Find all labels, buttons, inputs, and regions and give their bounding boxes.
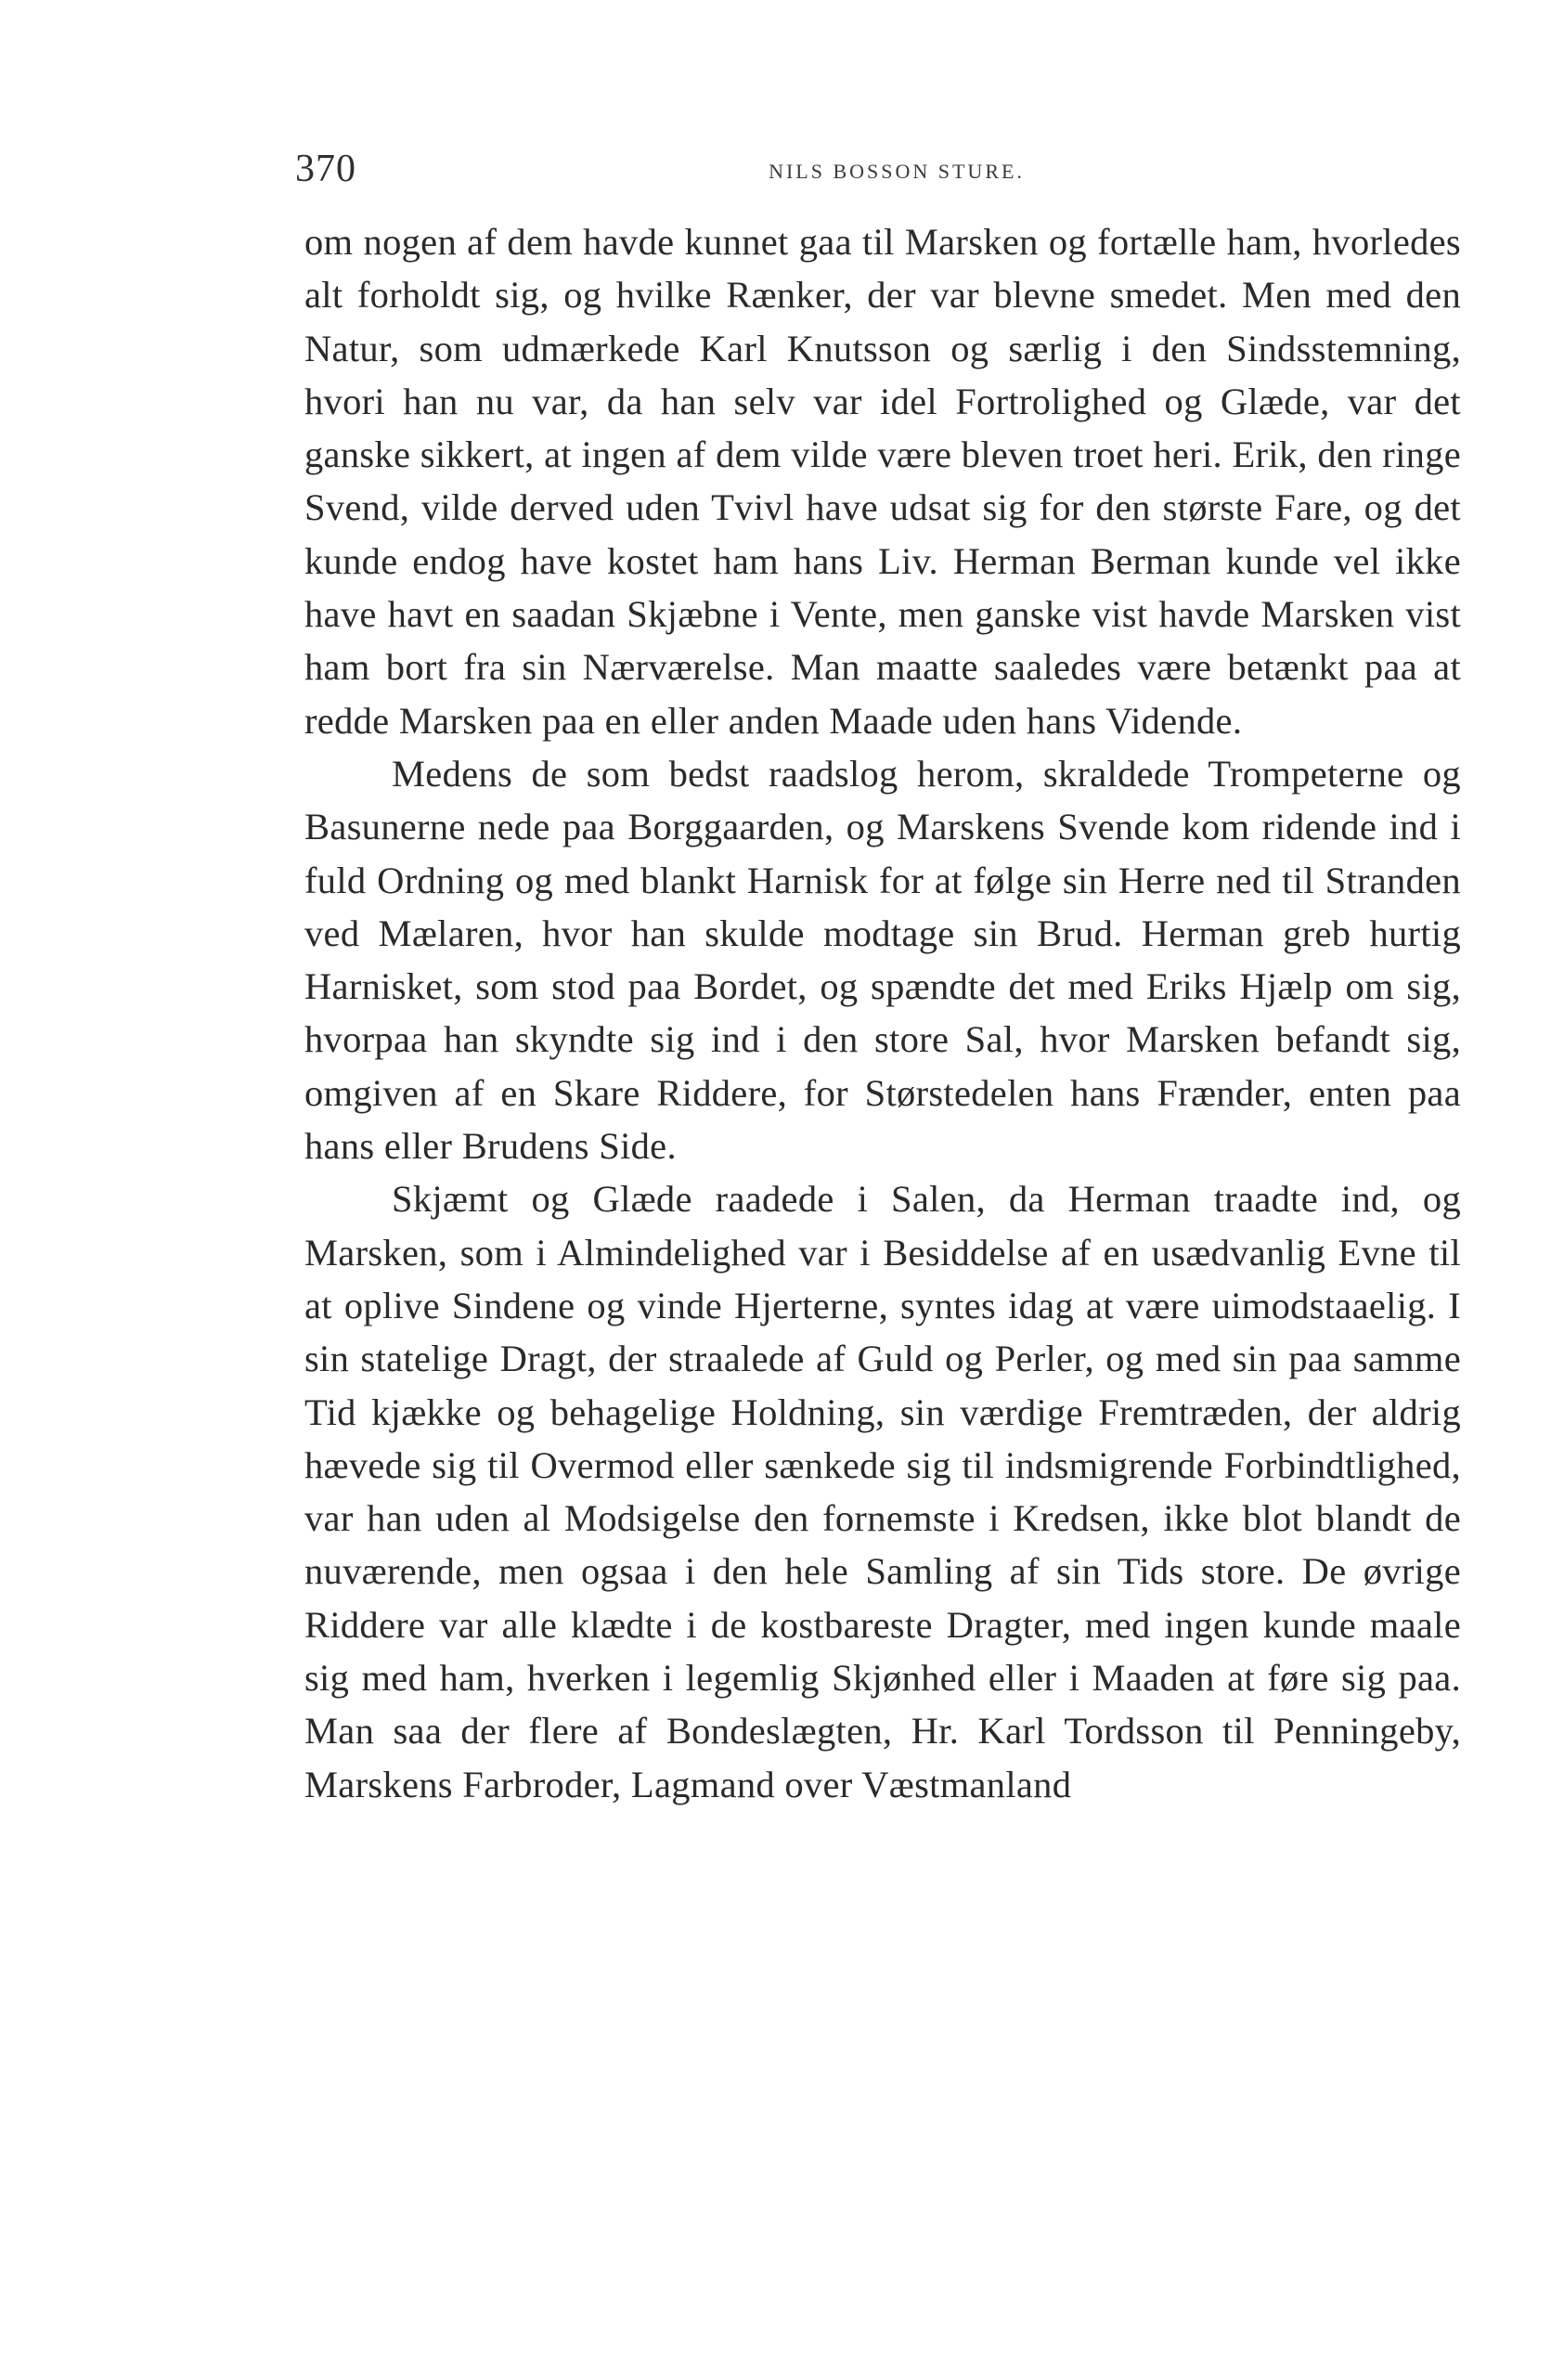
running-title: NILS BOSSON STURE. [769, 160, 1025, 183]
paragraph-3: Skjæmt og Glæde raadede i Salen, da Herman traadte ind, og Marsken, som i Almindelighed var i Besiddelse af en usædvanlig Evne til at oplive Sindene og vinde Hjerterne, syntes idag at være uimodstaaelig. I sin statelige Dragt, der straalede af Guld og Perler, og med sin paa samme Tid kjække og behagelige Holdning, sin værdige Fremtræden, der aldrig hævede sig til Overmod eller sænkede sig til indsmigrende Forbindtlighed, var han uden al Modsigelse den fornemste i Kredsen, ikke blot blandt de nuværende, men ogsaa i den hele Samling af sin Tids store. De øvrige Riddere var alle klædte i de kostbareste Dragter, med ingen kunde maale sig med ham, hverken i legemlig Skjønhed eller i Maaden at føre sig paa. Man saa der flere af Bondeslægten, Hr. Karl Tordsson til Penningeby, Marskens Farbroder, Lagmand over Væstmanland [304, 1178, 1461, 1805]
paragraph-2: Medens de som bedst raadslog herom, skraldede Trompeterne og Basunerne nede paa Borggaarden, og Marskens Svende kom ridende ind i fuld Ordning og med blankt Harnisk for at følge sin Herre ned til Stranden ved Mælaren, hvor han skulde modtage sin Brud. Herman greb hurtig Harnisket, som stod paa Bordet, og spændte det med Eriks Hjælp om sig, hvorpaa han skyndte sig ind i den store Sal, hvor Marsken befandt sig, omgiven af en Skare Riddere, for Størstedelen hans Frænder, enten paa hans eller Brudens Side. [304, 752, 1461, 1168]
page-number: 370 [295, 148, 356, 190]
paragraph-1: om nogen af dem havde kunnet gaa til Marsken og fortælle ham, hvorledes alt forholdt sig, og hvilke Rænker, der var blevne smedet. Men med den Natur, som udmærkede Karl Knutsson og særlig i den Sindsstemning, hvori han nu var, da han selv var idel Fortrolighed og Glæde, var det ganske sikkert, at ingen af dem vilde være bleven troet heri. Erik, den ringe Svend, vilde derved uden Tvivl have udsat sig for den største Fare, og det kunde endog have kostet ham hans Liv. Herman Berman kunde vel ikke have havt en saadan Skjæbne i Vente, men ganske vist havde Marsken vist ham bort fra sin Nærværelse. Man maatte saaledes være betænkt paa at redde Marsken paa en eller anden Maade uden hans Vidende. [304, 221, 1461, 742]
page-header [295, 147, 1470, 202]
body-text [304, 215, 1461, 1811]
